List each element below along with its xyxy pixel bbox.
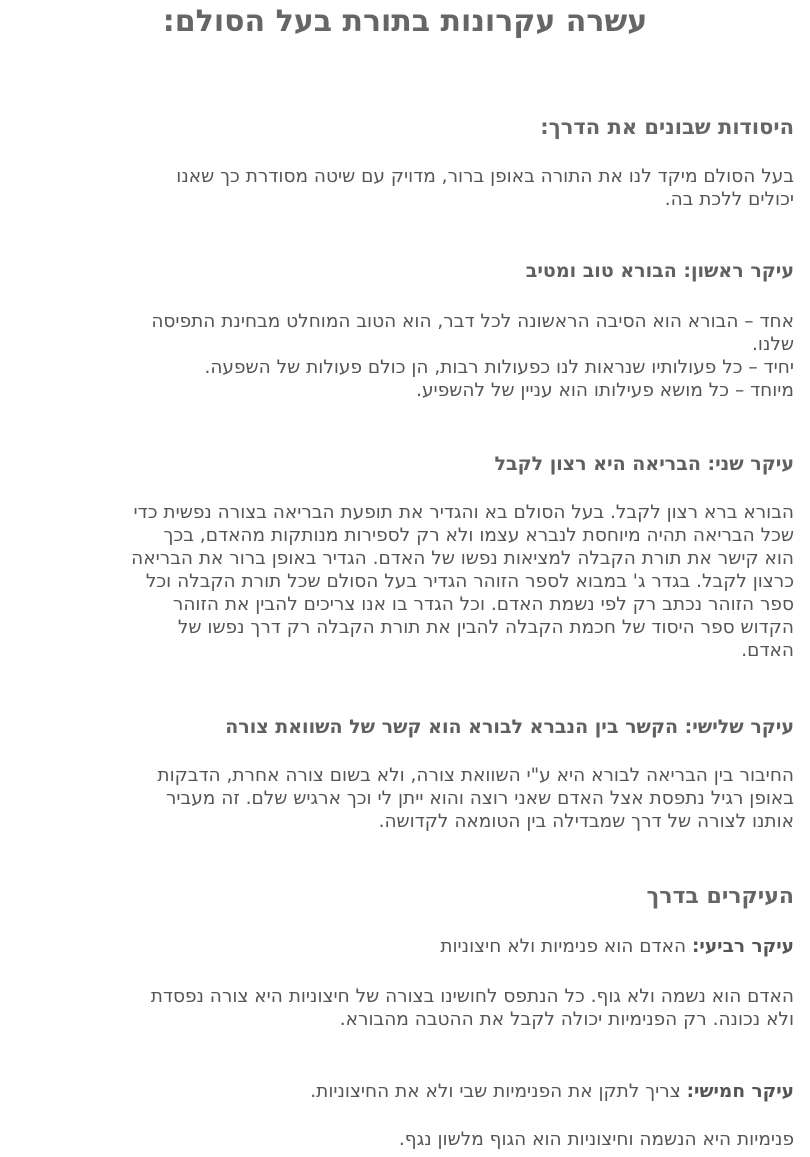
principle-2-heading: עיקר שני: הבריאה היא רצון לקבל: [494, 453, 794, 475]
principle-5-title: [16, 1080, 794, 1103]
principle-1-heading: עיקר ראשון: הבורא טוב ומטיב: [525, 260, 794, 282]
principle-5-text: צריך לתקן את הפנימיות שבי ולא את החיצוניות.: [310, 1081, 687, 1102]
principle-1-paragraph: [16, 310, 794, 402]
principle-5-label: עיקר חמישי:: [686, 1081, 794, 1102]
principle-4-title: [16, 935, 794, 958]
paragraph-line: ולא נכונה. רק הפנימיות יכולה לקבל את ההטבה מהבורא.: [339, 1009, 794, 1030]
principle-4-text: האדם הוא פנימיות ולא חיצוניות: [440, 936, 692, 957]
foundations-heading: היסודות שבונים את הדרך:: [540, 115, 794, 139]
principle-2-paragraph: [16, 501, 794, 662]
page-title: עשרה עקרונות בתורת בעל הסולם:: [162, 4, 648, 39]
paragraph-line: מיוחד – כל מושא פעילותו הוא עניין של להשפיע.: [416, 380, 794, 401]
paragraph-line: הוא קישר את תורת הקבלה למציאות נפשו של האדם. הגדיר באופן ברור את הבריאה: [131, 548, 794, 569]
principle-3-heading: עיקר שלישי: הקשר בין הנברא לבורא הוא קשר של השוואת צורה: [225, 716, 794, 738]
principle-4-paragraph: [16, 985, 794, 1031]
paragraph-line: בעל הסולם מיקד לנו את התורה באופן ברור, מדויק עם שיטה מסודרת כך שאנו: [176, 166, 794, 187]
paragraph-line: כרצון לקבל. בגדר ג' במבוא לספר הזוהר הגדיר בעל הסולם שכל תורת הקבלה וכל: [145, 571, 794, 592]
paragraph-line: אותנו לצורה של דרך שמבדילה בין הטומאה לקדושה.: [378, 811, 794, 832]
paragraph-line: האדם.: [741, 640, 794, 661]
paragraph-line: יכולים ללכת בה.: [664, 189, 794, 210]
paragraph-line: הקדוש ספר היסוד של חכמת הקבלה להבין את תורת הקבלה רק דרך נפשו של: [177, 617, 794, 638]
paragraph-line: באופן רגיל נתפסת אצל האדם שאני רוצה והוא ייתן לי וכך ארגיש שלם. זה מעביר: [165, 788, 794, 809]
paragraph-line: יחיד – כל פעולותיו שנראות לנו כפעולות רבות, הן כולם פעולות של השפעה.: [204, 357, 794, 378]
principle-4-label: עיקר רביעי:: [691, 936, 794, 957]
paragraph-line: הבורא ברא רצון לקבל. בעל הסולם בא והגדיר את תופעת הבריאה בצורה נפשית כדי: [133, 502, 794, 523]
paragraph-line: ספר הזוהר נכתב רק לפי נשמת האדם. וכל הגדר בו אנו צריכים להבין את הזוהר: [172, 594, 794, 615]
paragraph-line: שלנו.: [752, 334, 794, 355]
foundations-paragraph: [16, 165, 794, 211]
paragraph-line: החיבור בין הבריאה לבורא היא ע"י השוואת צורה, ולא בשום צורה אחרת, הדבקות: [157, 765, 794, 786]
paragraph-line: האדם הוא נשמה ולא גוף. כל הנתפס לחושינו בצורה של חיצוניות היא צורה נפסדת: [150, 986, 794, 1007]
principle-3-paragraph: [16, 764, 794, 833]
paragraph-line: שכל הבריאה תהיה מיוחסת לנברא עצמו ולא רק לספירות מנותקות מהאדם, בכך: [163, 525, 794, 546]
paragraph-line: פנימיות היא הנשמה וחיצוניות הוא הגוף מלשון נגף.: [398, 1129, 794, 1150]
path-section-heading: העיקרים בדרך: [646, 884, 794, 909]
paragraph-line: אחד – הבורא הוא הסיבה הראשונה לכל דבר, הוא הטוב המוחלט מבחינת התפיסה: [151, 311, 794, 332]
principle-5-paragraph: [16, 1128, 794, 1151]
